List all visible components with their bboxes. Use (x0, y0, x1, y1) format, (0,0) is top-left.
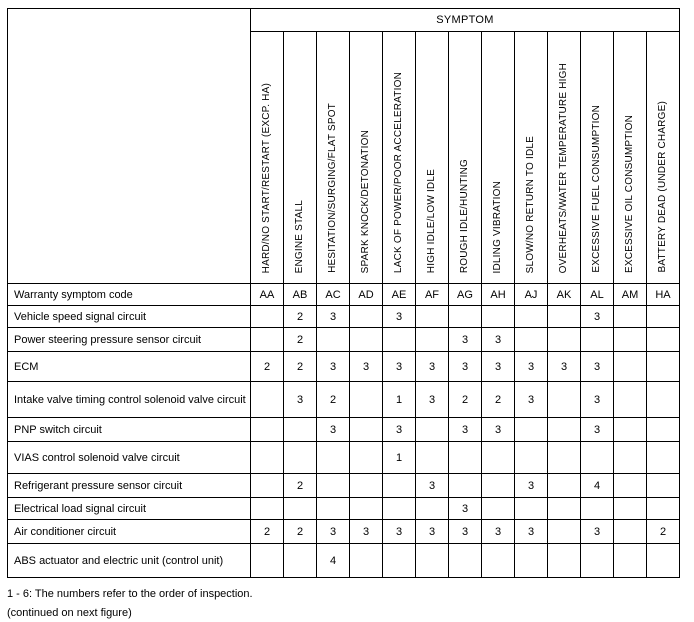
table-body (8, 284, 680, 578)
symptom-column-header (251, 32, 284, 284)
symptom-column-header (614, 32, 647, 284)
symptom-value-cell: AF (416, 284, 449, 306)
symptom-value-cell: 3 (317, 418, 350, 442)
symptom-column-label: ROUGH IDLE/HUNTING (459, 158, 470, 273)
symptom-value-cell (317, 442, 350, 474)
symptom-value-cell (416, 442, 449, 474)
symptom-header: SYMPTOM (251, 9, 680, 32)
symptom-value-cell (251, 418, 284, 442)
symptom-value-cell: 3 (416, 352, 449, 382)
symptom-value-cell: 3 (482, 352, 515, 382)
symptom-value-cell: 4 (317, 544, 350, 578)
table-row (8, 474, 680, 498)
symptom-column-label: HIGH IDLE/LOW IDLE (426, 168, 437, 273)
symptom-column-label: HARD/NO START/RESTART (EXCP. HA) (261, 82, 272, 273)
symptom-column-label: EXCESSIVE OIL CONSUMPTION (624, 115, 635, 273)
symptom-value-cell: 3 (416, 474, 449, 498)
symptom-value-cell (482, 442, 515, 474)
symptom-value-cell: 3 (515, 352, 548, 382)
symptom-value-cell (350, 544, 383, 578)
symptom-value-cell (581, 328, 614, 352)
symptom-value-cell: 2 (251, 520, 284, 544)
symptom-value-cell (647, 498, 680, 520)
symptom-column-header (317, 32, 350, 284)
symptom-column-header (284, 32, 317, 284)
symptom-value-cell (383, 328, 416, 352)
symptom-value-cell (449, 306, 482, 328)
symptom-span-row (8, 9, 680, 32)
symptom-value-cell (581, 544, 614, 578)
symptom-value-cell (548, 328, 581, 352)
symptom-value-cell (548, 442, 581, 474)
symptom-value-cell: 1 (383, 382, 416, 418)
symptom-value-cell (251, 544, 284, 578)
symptom-value-cell: 3 (317, 306, 350, 328)
table-row (8, 520, 680, 544)
symptom-column-header (548, 32, 581, 284)
symptom-value-cell: 3 (581, 306, 614, 328)
symptom-value-cell (482, 544, 515, 578)
row-label: Electrical load signal circuit (8, 498, 251, 520)
row-label: Intake valve timing control solenoid valve circuit (8, 382, 251, 418)
symptom-value-cell (647, 328, 680, 352)
symptom-column-label: HESITATION/SURGING/FLAT SPOT (327, 103, 338, 273)
symptom-value-cell (647, 306, 680, 328)
symptom-value-cell (515, 418, 548, 442)
table-row (8, 442, 680, 474)
symptom-value-cell (383, 474, 416, 498)
symptom-column-label: EXCESSIVE FUEL CONSUMPTION (591, 105, 602, 273)
symptom-value-cell (251, 328, 284, 352)
symptom-value-cell: 4 (581, 474, 614, 498)
table-row (8, 306, 680, 328)
table-row (8, 328, 680, 352)
symptom-value-cell: AK (548, 284, 581, 306)
symptom-value-cell: 2 (284, 474, 317, 498)
symptom-value-cell (515, 442, 548, 474)
symptom-column-header (383, 32, 416, 284)
symptom-column-label: OVERHEATS/WATER TEMPERATURE HIGH (558, 62, 569, 273)
symptom-value-cell (416, 544, 449, 578)
symptom-value-cell: AL (581, 284, 614, 306)
symptom-value-cell (581, 498, 614, 520)
symptom-value-cell: 3 (515, 382, 548, 418)
symptom-value-cell (548, 418, 581, 442)
symptom-value-cell: AA (251, 284, 284, 306)
table-row (8, 284, 680, 306)
symptom-value-cell: AJ (515, 284, 548, 306)
symptom-value-cell: 3 (383, 520, 416, 544)
symptom-column-label: ENGINE STALL (294, 199, 305, 273)
symptom-value-cell: 2 (284, 352, 317, 382)
symptom-value-cell (284, 544, 317, 578)
row-label: VIAS control solenoid valve circuit (8, 442, 251, 474)
symptom-value-cell: 2 (251, 352, 284, 382)
symptom-value-cell (614, 306, 647, 328)
symptom-value-cell: 3 (449, 328, 482, 352)
symptom-value-cell: 3 (548, 352, 581, 382)
symptom-value-cell: 3 (350, 352, 383, 382)
symptom-value-cell (482, 474, 515, 498)
symptom-value-cell (350, 328, 383, 352)
row-label: Air conditioner circuit (8, 520, 251, 544)
symptom-value-cell: AG (449, 284, 482, 306)
symptom-value-cell: 3 (581, 520, 614, 544)
symptom-value-cell (614, 544, 647, 578)
symptom-value-cell (251, 382, 284, 418)
symptom-column-label: IDLING VIBRATION (492, 180, 503, 273)
symptom-value-cell (449, 544, 482, 578)
symptom-column-label: LACK OF POWER/POOR ACCELERATION (393, 71, 404, 273)
symptom-value-cell: 1 (383, 442, 416, 474)
symptom-column-label: SLOW/NO RETURN TO IDLE (525, 135, 536, 273)
continued-note: (continued on next figure) (7, 606, 132, 619)
table-row (8, 544, 680, 578)
row-label: ABS actuator and electric unit (control unit) (8, 544, 251, 578)
symptom-value-cell (614, 520, 647, 544)
symptom-value-cell: 3 (449, 352, 482, 382)
symptom-value-cell: 3 (416, 382, 449, 418)
symptom-value-cell (515, 306, 548, 328)
symptom-value-cell (449, 474, 482, 498)
symptom-value-cell (647, 544, 680, 578)
symptom-value-cell: 3 (581, 382, 614, 418)
symptom-value-cell (647, 352, 680, 382)
symptom-column-label: SPARK KNOCK/DETONATION (360, 129, 371, 273)
symptom-column-header (515, 32, 548, 284)
symptom-value-cell (515, 328, 548, 352)
symptom-value-cell (350, 418, 383, 442)
symptom-value-cell: HA (647, 284, 680, 306)
row-label: Power steering pressure sensor circuit (8, 328, 251, 352)
row-label: Warranty symptom code (8, 284, 251, 306)
symptom-value-cell: AD (350, 284, 383, 306)
symptom-value-cell: 3 (581, 352, 614, 382)
symptom-value-cell (416, 306, 449, 328)
symptom-column-header (350, 32, 383, 284)
symptom-value-cell (482, 306, 515, 328)
symptom-value-cell: 3 (515, 520, 548, 544)
inspection-order-note: 1 - 6: The numbers refer to the order of inspection. (7, 588, 253, 600)
symptom-value-cell: AH (482, 284, 515, 306)
symptom-value-cell (416, 328, 449, 352)
symptom-value-cell: 3 (482, 418, 515, 442)
symptom-value-cell (614, 498, 647, 520)
symptom-value-cell: 2 (482, 382, 515, 418)
symptom-value-cell (449, 442, 482, 474)
table-row (8, 382, 680, 418)
symptom-value-cell (515, 498, 548, 520)
symptom-value-cell (416, 418, 449, 442)
symptom-value-cell: 3 (581, 418, 614, 442)
symptom-value-cell: 3 (416, 520, 449, 544)
symptom-value-cell: 3 (482, 520, 515, 544)
symptom-value-cell: 2 (317, 382, 350, 418)
table-row (8, 498, 680, 520)
symptom-value-cell (251, 306, 284, 328)
symptom-value-cell (614, 442, 647, 474)
symptom-value-cell (416, 498, 449, 520)
symptom-value-cell (284, 418, 317, 442)
symptom-value-cell (614, 474, 647, 498)
row-label: Vehicle speed signal circuit (8, 306, 251, 328)
symptom-value-cell (647, 382, 680, 418)
symptom-value-cell (317, 328, 350, 352)
symptom-value-cell (350, 382, 383, 418)
symptom-value-cell (350, 474, 383, 498)
symptom-column-header (647, 32, 680, 284)
symptom-value-cell: 3 (383, 418, 416, 442)
symptom-value-cell (581, 442, 614, 474)
symptom-value-cell (647, 474, 680, 498)
symptom-value-cell (614, 328, 647, 352)
symptom-value-cell: 3 (317, 352, 350, 382)
footer-notes (7, 585, 694, 622)
symptom-column-header (449, 32, 482, 284)
symptom-value-cell (647, 418, 680, 442)
corner-cell (8, 9, 251, 284)
symptom-value-cell: 3 (350, 520, 383, 544)
symptom-value-cell (350, 306, 383, 328)
symptom-value-cell (317, 498, 350, 520)
symptom-value-cell: AB (284, 284, 317, 306)
symptom-value-cell (251, 474, 284, 498)
row-label: ECM (8, 352, 251, 382)
symptom-value-cell (614, 382, 647, 418)
symptom-value-cell (383, 544, 416, 578)
symptom-value-cell: 2 (647, 520, 680, 544)
symptom-value-cell: AE (383, 284, 416, 306)
symptom-value-cell (614, 352, 647, 382)
symptom-value-cell: 3 (449, 498, 482, 520)
symptom-value-cell (614, 418, 647, 442)
symptom-value-cell: 2 (284, 520, 317, 544)
symptom-value-cell (251, 442, 284, 474)
symptom-value-cell (317, 474, 350, 498)
symptom-value-cell: 3 (482, 328, 515, 352)
symptom-value-cell (548, 544, 581, 578)
symptom-value-cell (548, 498, 581, 520)
symptom-column-header (416, 32, 449, 284)
symptom-value-cell (383, 498, 416, 520)
symptom-value-cell (350, 442, 383, 474)
symptom-value-cell (350, 498, 383, 520)
row-label: PNP switch circuit (8, 418, 251, 442)
symptom-value-cell: 2 (284, 328, 317, 352)
symptom-value-cell: 3 (383, 306, 416, 328)
symptom-column-header (581, 32, 614, 284)
symptom-value-cell: 3 (449, 520, 482, 544)
symptom-diagnosis-table (7, 8, 680, 578)
symptom-value-cell (251, 498, 284, 520)
symptom-value-cell: 3 (449, 418, 482, 442)
symptom-value-cell: 3 (317, 520, 350, 544)
table-row (8, 352, 680, 382)
symptom-column-header (482, 32, 515, 284)
symptom-value-cell: AC (317, 284, 350, 306)
symptom-value-cell: AM (614, 284, 647, 306)
row-label: Refrigerant pressure sensor circuit (8, 474, 251, 498)
table-header (8, 9, 680, 284)
table-row (8, 418, 680, 442)
symptom-value-cell: 3 (515, 474, 548, 498)
symptom-value-cell: 3 (284, 382, 317, 418)
symptom-value-cell (548, 520, 581, 544)
symptom-value-cell (284, 442, 317, 474)
symptom-value-cell (647, 442, 680, 474)
symptom-value-cell: 3 (383, 352, 416, 382)
symptom-value-cell (515, 544, 548, 578)
symptom-value-cell (548, 306, 581, 328)
symptom-value-cell: 2 (284, 306, 317, 328)
symptom-value-cell: 2 (449, 382, 482, 418)
symptom-value-cell (548, 382, 581, 418)
symptom-value-cell (482, 498, 515, 520)
symptom-value-cell (284, 498, 317, 520)
symptom-column-label: BATTERY DEAD (UNDER CHARGE) (657, 101, 668, 273)
symptom-value-cell (548, 474, 581, 498)
